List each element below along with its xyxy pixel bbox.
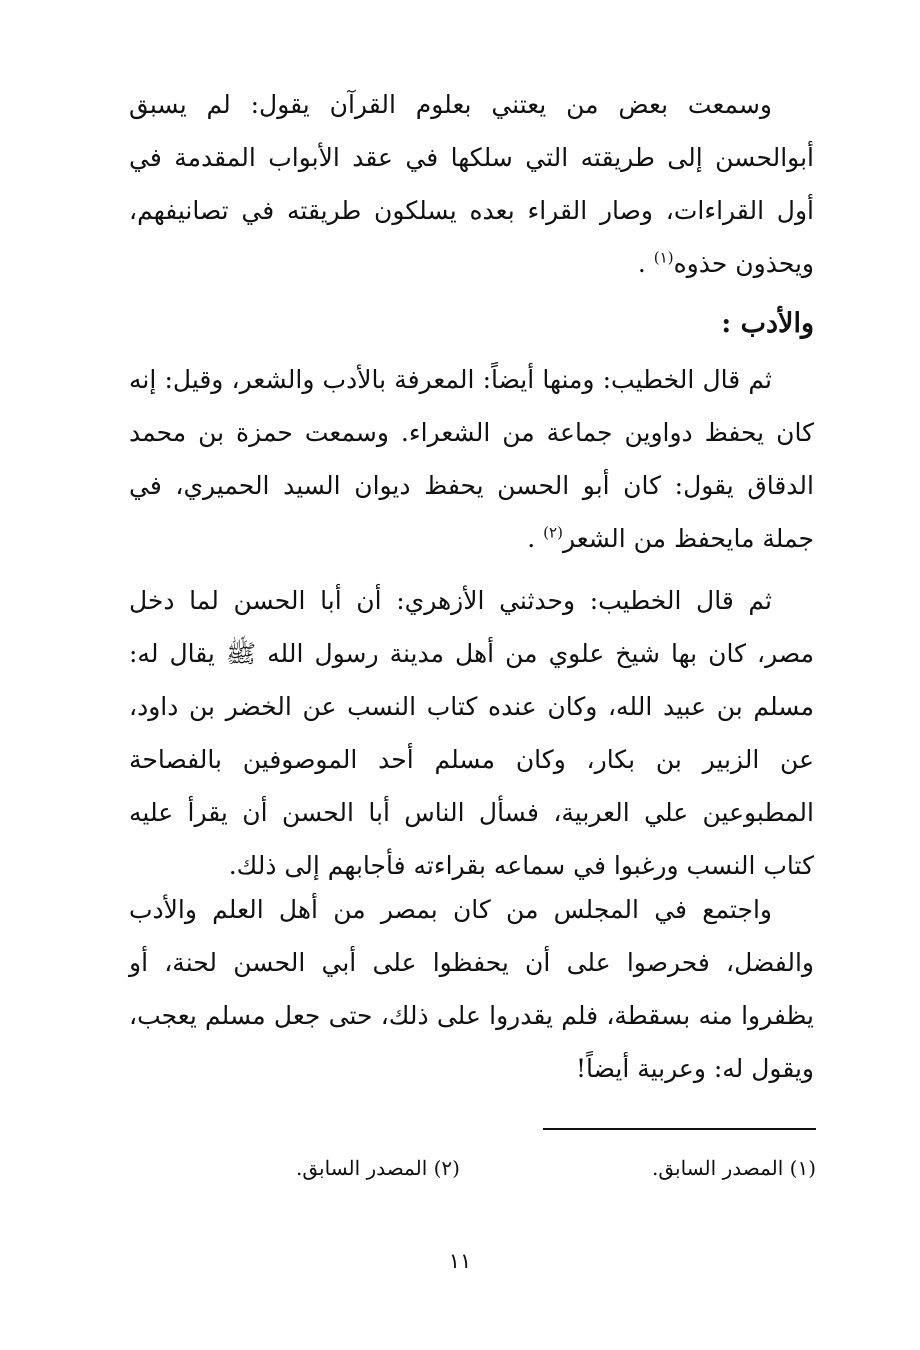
paragraph-text: ثم قال الخطيب: ومنها أيضاً: المعرفة بالأدب والشعر، وقيل: إنه كان يحفظ دواوين جماعة من الشعراء. وسمعت حمزة بن محمد الدقاق يقول: كان أبو الحسن يحفظ ديوان السيد الحميري، في جملة مايحفظ من الشعر [129, 365, 814, 553]
paragraph-literature-poetry [129, 353, 814, 565]
paragraph-end: . [637, 249, 654, 278]
footnote-2: (٢) المصدر السابق. [296, 1156, 460, 1180]
paragraph-egypt-visit [129, 574, 814, 892]
paragraph-end: . [527, 524, 544, 553]
paragraph-quran-sciences [129, 78, 814, 290]
footnotes [296, 1148, 816, 1188]
paragraph-text: ثم قال الخطيب: وحدثني الأزهري: أن أبا الحسن لما دخل مصر، كان بها شيخ علوي من أهل مدينة رسول الله ﷺ يقال له: مسلم بن عبيد الله، وكان عنده كتاب النسب عن الخضر بن داود، عن الزبير بن بكار، وكان مسلم أحد الموصوفين بالفصاحة المطبوعين علي العربية، فسأل الناس أبا الحسن أن يقرأ عليه كتاب النسب ورغبوا في سماعه بقراءته فأجابهم إلى ذلك. [129, 586, 814, 880]
footnote-ref-1: (١) [653, 248, 674, 267]
paragraph-text: وسمعت بعض من يعتني بعلوم القرآن يقول: لم يسبق أبوالحسن إلى طريقته التي سلكها في عقد الأبواب المقدمة في أول القراءات، وصار القراء بعده يسلكون طريقته في تصانيفهم، ويحذون حذوه [129, 90, 814, 278]
footnote-divider [543, 1128, 816, 1130]
footnote-1: (١) المصدر السابق. [652, 1156, 816, 1180]
paragraph-text: واجتمع في المجلس من كان بمصر من أهل العلم والأدب والفضل، فحرصوا على أن يحفظوا على أبي الحسن لحنة، أو يظفروا منه بسقطة، فلم يقدروا على ذلك، حتى جعل مسلم يعجب، ويقول له: وعربية أيضاً! [129, 895, 814, 1083]
page-number: ١١ [448, 1249, 472, 1273]
paragraph-gathering [129, 883, 814, 1095]
section-heading-adab: والأدب : [721, 308, 814, 339]
footnote-ref-2: (٢) [543, 523, 563, 542]
